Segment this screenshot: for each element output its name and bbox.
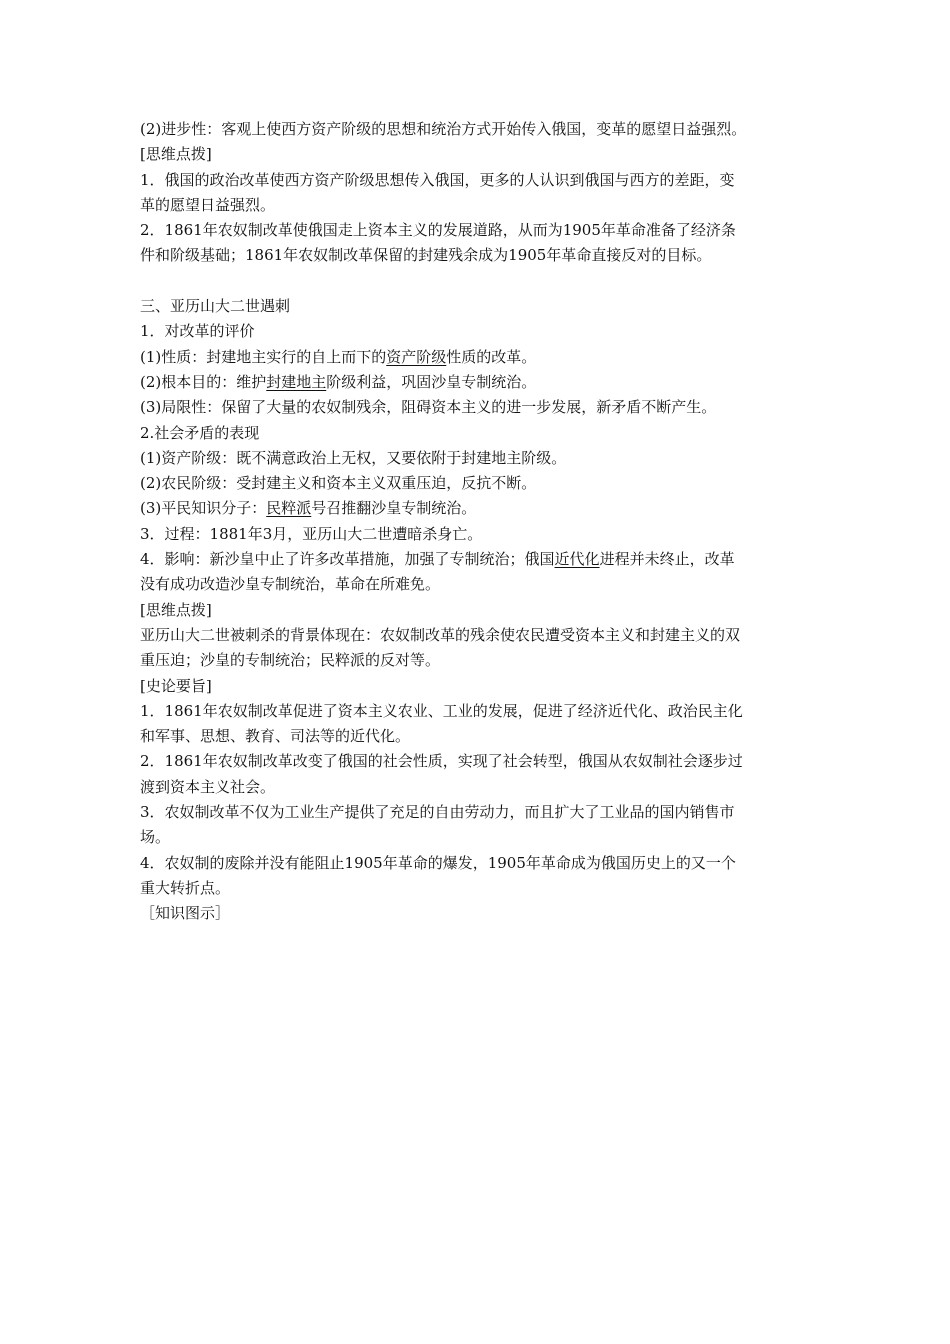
- tip-line2: 重压迫；沙皇的专制统治；民粹派的反对等。: [140, 651, 441, 670]
- paragraph-gap: [140, 269, 816, 294]
- purpose-item: [140, 370, 816, 395]
- tip-heading-2: [思维点拨]: [140, 600, 212, 619]
- intellectual-item: [140, 496, 816, 521]
- impact-underlined: 近代化: [554, 550, 600, 569]
- tip2-line2: 件和阶级基础；1861年农奴制改革保留的封建残余成为1905年革命直接反对的目标。: [140, 246, 712, 265]
- conflict-heading: 2.社会矛盾的表现: [140, 423, 260, 442]
- limitation-item: (3)局限性：保留了大量的农奴制残余，阻碍资本主义的进一步发展，新矛盾不断产生。: [140, 398, 717, 417]
- thesis1-line1: 1．1861年农奴制改革促进了资本主义农业、工业的发展，促进了经济近代化、政治民主化: [140, 701, 743, 720]
- document-body: [140, 117, 816, 927]
- process-item: 3．过程：1881年3月，亚历山大二世遭暗杀身亡。: [140, 524, 483, 543]
- intellectual-underlined: 民粹派: [266, 499, 312, 518]
- intellectual-suffix: 号召推翻沙皇专制统治。: [311, 499, 477, 518]
- progress-item: (2)进步性：客观上使西方资产阶级的思想和统治方式开始传入俄国，变革的愿望日益强烈。: [140, 120, 747, 138]
- impact-prefix: 4．影响：新沙皇中止了许多改革措施，加强了专制统治；俄国: [140, 550, 555, 569]
- nature-suffix: 性质的改革。: [446, 347, 537, 366]
- tip2-line1: 2．1861年农奴制改革使俄国走上资本主义的发展道路，从而为1905年革命准备了经济条: [140, 221, 736, 240]
- impact-line2: 没有成功改造沙皇专制统治，革命在所难免。: [140, 575, 441, 594]
- thesis3-line2: 场。: [140, 828, 171, 847]
- thesis3-line1: 3．农奴制改革不仅为工业生产提供了充足的自由劳动力，而且扩大了工业品的国内销售市: [140, 803, 735, 822]
- thesis-heading: [史论要旨]: [140, 676, 212, 695]
- thesis4-line1: 4．农奴制的废除并没有能阻止1905年革命的爆发，1905年革命成为俄国历史上的又一个: [140, 853, 736, 872]
- bourgeoisie-item: (1)资产阶级：既不满意政治上无权，又要依附于封建地主阶级。: [140, 448, 567, 467]
- nature-prefix: (1)性质：封建地主实行的自上而下的: [140, 347, 387, 366]
- nature-underlined: 资产阶级: [386, 347, 447, 366]
- thesis4-line2: 重大转折点。: [140, 878, 231, 897]
- purpose-suffix: 阶级利益，巩固沙皇专制统治。: [326, 372, 537, 391]
- evaluation-heading: 1．对改革的评价: [140, 322, 255, 341]
- thesis1-line2: 和军事、思想、教育、司法等的近代化。: [140, 727, 411, 746]
- tip1-line1: 1．俄国的政治改革使西方资产阶级思想传入俄国，更多的人认识到俄国与西方的差距，变: [140, 170, 735, 189]
- tip1-line2: 革的愿望日益强烈。: [140, 195, 276, 214]
- purpose-prefix: (2)根本目的：维护: [140, 372, 267, 391]
- intellectual-prefix: (3)平民知识分子：: [140, 499, 267, 518]
- tip-heading: [思维点拨]: [140, 145, 212, 164]
- peasants-item: (2)农民阶级：受封建主义和资本主义双重压迫，反抗不断。: [140, 474, 537, 493]
- thesis2-line1: 2．1861年农奴制改革改变了俄国的社会性质，实现了社会转型，俄国从农奴制社会逐步过: [140, 752, 743, 771]
- tip-line1: 亚历山大二世被刺杀的背景体现在：农奴制改革的残余使农民遭受资本主义和封建主义的双: [140, 625, 741, 644]
- impact-item: [140, 547, 816, 572]
- purpose-underlined: 封建地主: [266, 372, 327, 391]
- thesis2-line2: 渡到资本主义社会。: [140, 777, 276, 796]
- nature-item: [140, 345, 816, 370]
- impact-suffix: 进程并未终止，改革: [599, 550, 735, 569]
- diagram-heading: ［知识图示］: [140, 904, 231, 923]
- section-heading: 三、亚历山大二世遇刺: [140, 297, 291, 316]
